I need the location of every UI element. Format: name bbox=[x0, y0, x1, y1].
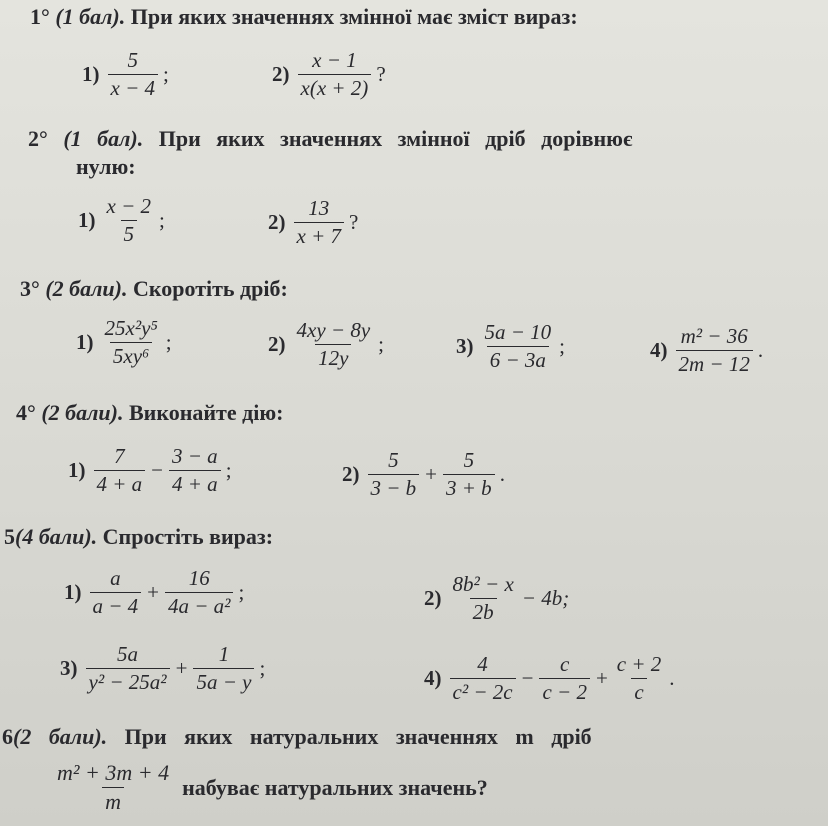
fraction bbox=[368, 448, 420, 501]
task-4-item-2 bbox=[342, 448, 505, 501]
operator: − bbox=[521, 666, 534, 690]
task-2-item-2 bbox=[268, 196, 358, 249]
numerator: 13 bbox=[308, 196, 330, 220]
numerator: m² − 36 bbox=[680, 324, 748, 348]
operator: + bbox=[425, 462, 438, 486]
denominator: 4a − a² bbox=[165, 592, 233, 619]
fraction bbox=[90, 566, 142, 619]
task-2-header bbox=[28, 126, 633, 152]
punctuation: . bbox=[757, 338, 764, 362]
task-3-text: Скоротіть дріб: bbox=[132, 276, 288, 301]
operator: + bbox=[595, 666, 608, 690]
punctuation: ; bbox=[378, 332, 384, 356]
numerator: 5 bbox=[463, 448, 475, 472]
item-label: 1) bbox=[78, 208, 96, 232]
operator: − bbox=[151, 458, 164, 482]
numerator: 1 bbox=[218, 642, 230, 666]
task-3-points: (2 бали). bbox=[45, 276, 128, 301]
task-3-item-4 bbox=[650, 324, 763, 377]
punctuation: ? bbox=[376, 62, 386, 86]
task-1-text: При яких значеннях змінної має зміст вираз: bbox=[130, 4, 578, 29]
operator: + bbox=[175, 656, 188, 680]
fraction bbox=[104, 194, 155, 247]
numerator: 3 − a bbox=[172, 444, 218, 468]
fraction bbox=[169, 444, 221, 497]
denominator: 4 + a bbox=[169, 470, 221, 497]
task-6-points: (2 бали). bbox=[13, 724, 108, 749]
fraction bbox=[450, 652, 516, 705]
task-2-text-cont: нулю: bbox=[76, 154, 136, 179]
denominator: x − 4 bbox=[108, 74, 159, 101]
fraction bbox=[94, 444, 146, 497]
fraction bbox=[165, 566, 233, 619]
item-label: 1) bbox=[68, 458, 86, 482]
task-3-header bbox=[20, 276, 288, 302]
denominator: 6 − 3a bbox=[487, 346, 549, 373]
task-6-header bbox=[2, 724, 592, 750]
fraction bbox=[443, 448, 495, 501]
task-1-points: (1 бал). bbox=[55, 4, 126, 29]
fraction bbox=[539, 652, 590, 705]
denominator: 3 + b bbox=[443, 474, 495, 501]
item-label: 2) bbox=[342, 462, 360, 486]
punctuation: ; bbox=[225, 458, 232, 482]
expression-rest: − 4b; bbox=[521, 586, 570, 610]
fraction bbox=[108, 48, 159, 101]
numerator: 7 bbox=[114, 444, 125, 468]
task-4-header bbox=[16, 400, 284, 426]
task-1-header bbox=[30, 4, 578, 30]
task-3-item-1 bbox=[76, 316, 172, 369]
fraction bbox=[298, 48, 372, 101]
task-2-points: (1 бал). bbox=[63, 126, 144, 151]
numerator: c bbox=[560, 652, 570, 676]
denominator: 4 + a bbox=[94, 470, 146, 497]
fraction bbox=[294, 196, 345, 249]
punctuation: ; bbox=[259, 656, 266, 680]
numerator: 4 bbox=[477, 652, 488, 676]
punctuation: ; bbox=[165, 330, 172, 354]
denominator: 12y bbox=[315, 344, 351, 371]
fraction bbox=[676, 324, 753, 377]
fraction bbox=[614, 652, 665, 705]
punctuation: ; bbox=[559, 334, 566, 358]
numerator: 5 bbox=[388, 448, 399, 472]
fraction bbox=[482, 320, 555, 373]
task-4-points: (2 бали). bbox=[41, 400, 124, 425]
task-6-text-cont: набуває натуральних значень? bbox=[182, 774, 488, 800]
fraction bbox=[86, 642, 170, 695]
punctuation: ? bbox=[349, 210, 359, 234]
denominator: 5 bbox=[121, 220, 138, 247]
numerator: 5a bbox=[117, 642, 139, 666]
task-4-item-1 bbox=[68, 444, 232, 497]
task-4-number: 4° bbox=[16, 400, 36, 425]
punctuation: ; bbox=[159, 208, 165, 232]
denominator: 5a − y bbox=[193, 668, 254, 695]
numerator: a bbox=[110, 566, 121, 590]
denominator: 2m − 12 bbox=[676, 350, 753, 377]
task-1-item-1 bbox=[82, 48, 169, 101]
item-label: 4) bbox=[424, 666, 442, 690]
denominator: x + 7 bbox=[294, 222, 345, 249]
item-label: 1) bbox=[64, 580, 82, 604]
denominator: 3 − b bbox=[368, 474, 420, 501]
punctuation: ; bbox=[163, 62, 169, 86]
task-5-points: (4 бали). bbox=[15, 524, 98, 549]
task-5-item-4 bbox=[424, 652, 675, 705]
task-5-header bbox=[4, 524, 273, 550]
fraction bbox=[450, 572, 517, 625]
task-5-number: 5 bbox=[4, 524, 15, 549]
item-label: 2) bbox=[424, 586, 442, 610]
task-5-text: Спростіть вираз: bbox=[102, 524, 274, 549]
task-2-number: 2° bbox=[28, 126, 48, 151]
task-3-item-3 bbox=[456, 320, 565, 373]
denominator: c² − 2c bbox=[450, 678, 516, 705]
punctuation: . bbox=[669, 666, 675, 690]
denominator: a − 4 bbox=[90, 592, 142, 619]
item-label: 2) bbox=[272, 62, 290, 86]
fraction bbox=[54, 760, 172, 815]
item-label: 1) bbox=[82, 62, 100, 86]
task-5-item-1 bbox=[64, 566, 244, 619]
task-5-item-3 bbox=[60, 642, 265, 695]
item-label: 2) bbox=[268, 210, 286, 234]
task-2-item-1 bbox=[78, 194, 165, 247]
task-3-item-2 bbox=[268, 318, 384, 371]
denominator: c bbox=[631, 678, 646, 705]
denominator: m bbox=[102, 787, 124, 815]
numerator: 5 bbox=[127, 48, 138, 72]
task-1-number: 1° bbox=[30, 4, 50, 29]
denominator: x(x + 2) bbox=[298, 74, 372, 101]
numerator: 5a − 10 bbox=[484, 320, 552, 344]
operator: + bbox=[147, 580, 160, 604]
numerator: m² + 3m + 4 bbox=[57, 760, 170, 785]
item-label: 4) bbox=[650, 338, 668, 362]
item-label: 1) bbox=[76, 330, 94, 354]
numerator: c + 2 bbox=[616, 652, 662, 676]
punctuation: . bbox=[499, 462, 505, 486]
numerator: 25x²y⁵ bbox=[104, 316, 158, 340]
item-label: 3) bbox=[456, 334, 474, 358]
item-label: 3) bbox=[60, 656, 78, 680]
fraction bbox=[193, 642, 254, 695]
numerator: x − 2 bbox=[106, 194, 151, 218]
task-4-text: Виконайте дію: bbox=[128, 400, 284, 425]
task-2-text: При яких значеннях змінної дріб дорівнює bbox=[158, 126, 633, 151]
denominator: c − 2 bbox=[539, 678, 590, 705]
fraction bbox=[102, 316, 161, 369]
numerator: 16 bbox=[188, 566, 210, 590]
task-3-number: 3° bbox=[20, 276, 40, 301]
task-1-item-2 bbox=[272, 48, 386, 101]
numerator: x − 1 bbox=[312, 48, 357, 72]
numerator: 8b² − x bbox=[452, 572, 514, 596]
task-6-text: При яких натуральних значеннях m дріб bbox=[124, 724, 592, 749]
item-label: 2) bbox=[268, 332, 286, 356]
denominator: y² − 25a² bbox=[86, 668, 170, 695]
task-5-item-2 bbox=[424, 572, 569, 625]
task-6-number: 6 bbox=[2, 724, 13, 749]
punctuation: ; bbox=[238, 580, 245, 604]
fraction bbox=[294, 318, 374, 371]
task-6-fraction-line bbox=[52, 760, 488, 815]
denominator: 5xy⁶ bbox=[110, 342, 152, 369]
denominator: 2b bbox=[470, 598, 497, 625]
numerator: 4xy − 8y bbox=[296, 318, 371, 342]
